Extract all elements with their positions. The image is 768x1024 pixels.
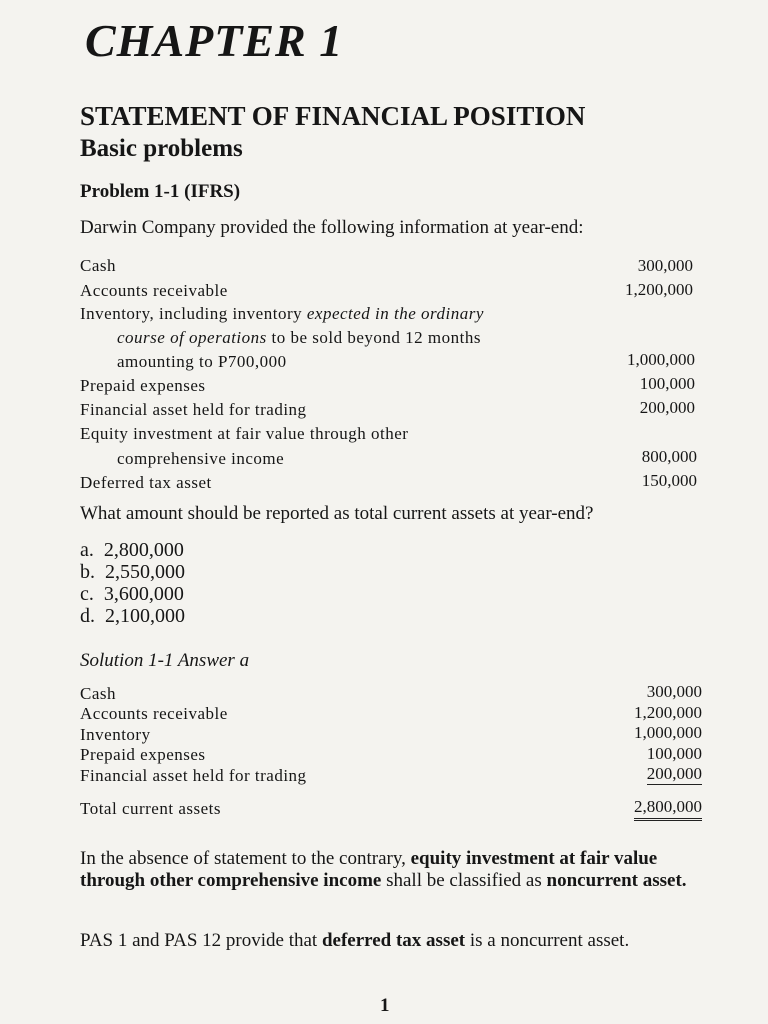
item-label-prepaid-expenses: Prepaid expenses: [80, 376, 206, 395]
item-label-accounts-receivable: Accounts receivable: [80, 281, 228, 300]
solution-title: Solution 1-1 Answer a: [80, 650, 250, 671]
item-value-financial-asset: 200,000: [639, 398, 695, 417]
option-c: c. 3,600,000: [80, 583, 184, 605]
item-value-inventory: 1,000,000: [627, 350, 695, 369]
item-value-cash: 300,000: [637, 256, 693, 275]
chapter-title: CHAPTER 1: [85, 15, 344, 66]
item-label-cash: Cash: [80, 256, 116, 275]
solution-value-prepaid-expenses: 100,000: [646, 744, 702, 763]
paragraph-deferred-tax: PAS 1 and PAS 12 provide that deferred tax asset is a noncurrent asset.: [80, 930, 630, 951]
solution-label-financial-asset: Financial asset held for trading: [80, 766, 307, 785]
item-value-accounts-receivable: 1,200,000: [625, 280, 693, 299]
item-label-inventory-line2: course of operations to be sold beyond 12 months: [117, 328, 481, 347]
page-number: 1: [380, 995, 390, 1016]
solution-total-value: 2,800,000: [634, 797, 702, 821]
problem-question: What amount should be reported as total current assets at year-end?: [80, 503, 594, 524]
paragraph-equity-investment: In the absence of statement to the contrary, equity investment at fair value through other comprehensive income shall be classified as noncurrent asset.: [80, 848, 687, 891]
item-label-inventory-line1: Inventory, including inventory expected in the ordinary: [80, 304, 484, 323]
section-subheading: Basic problems: [80, 135, 243, 162]
option-b: b. 2,550,000: [80, 561, 185, 583]
solution-value-inventory: 1,000,000: [634, 723, 702, 742]
item-label-equity-investment-line2: comprehensive income: [117, 449, 285, 468]
option-a: a. 2,800,000: [80, 539, 184, 561]
item-label-deferred-tax: Deferred tax asset: [80, 473, 212, 492]
item-label-financial-asset: Financial asset held for trading: [80, 400, 307, 419]
solution-value-financial-asset: 200,000: [646, 764, 702, 783]
item-value-prepaid-expenses: 100,000: [639, 374, 695, 393]
solution-label-cash: Cash: [80, 684, 116, 703]
problem-title: Problem 1-1 (IFRS): [80, 181, 241, 202]
section-heading: STATEMENT OF FINANCIAL POSITION: [80, 101, 586, 131]
option-d: d. 2,100,000: [80, 605, 185, 627]
solution-label-accounts-receivable: Accounts receivable: [80, 704, 228, 723]
item-value-equity-investment: 800,000: [641, 447, 697, 466]
solution-label-inventory: Inventory: [80, 725, 151, 744]
solution-value-cash: 300,000: [646, 682, 702, 701]
solution-total-label: Total current assets: [80, 799, 221, 818]
item-label-inventory-line3: amounting to P700,000: [117, 352, 287, 371]
solution-label-prepaid-expenses: Prepaid expenses: [80, 745, 206, 764]
item-value-deferred-tax: 150,000: [641, 471, 697, 490]
problem-intro: Darwin Company provided the following information at year-end:: [80, 217, 584, 238]
solution-value-accounts-receivable: 1,200,000: [634, 703, 702, 722]
item-label-equity-investment-line1: Equity investment at fair value through other: [80, 424, 409, 443]
